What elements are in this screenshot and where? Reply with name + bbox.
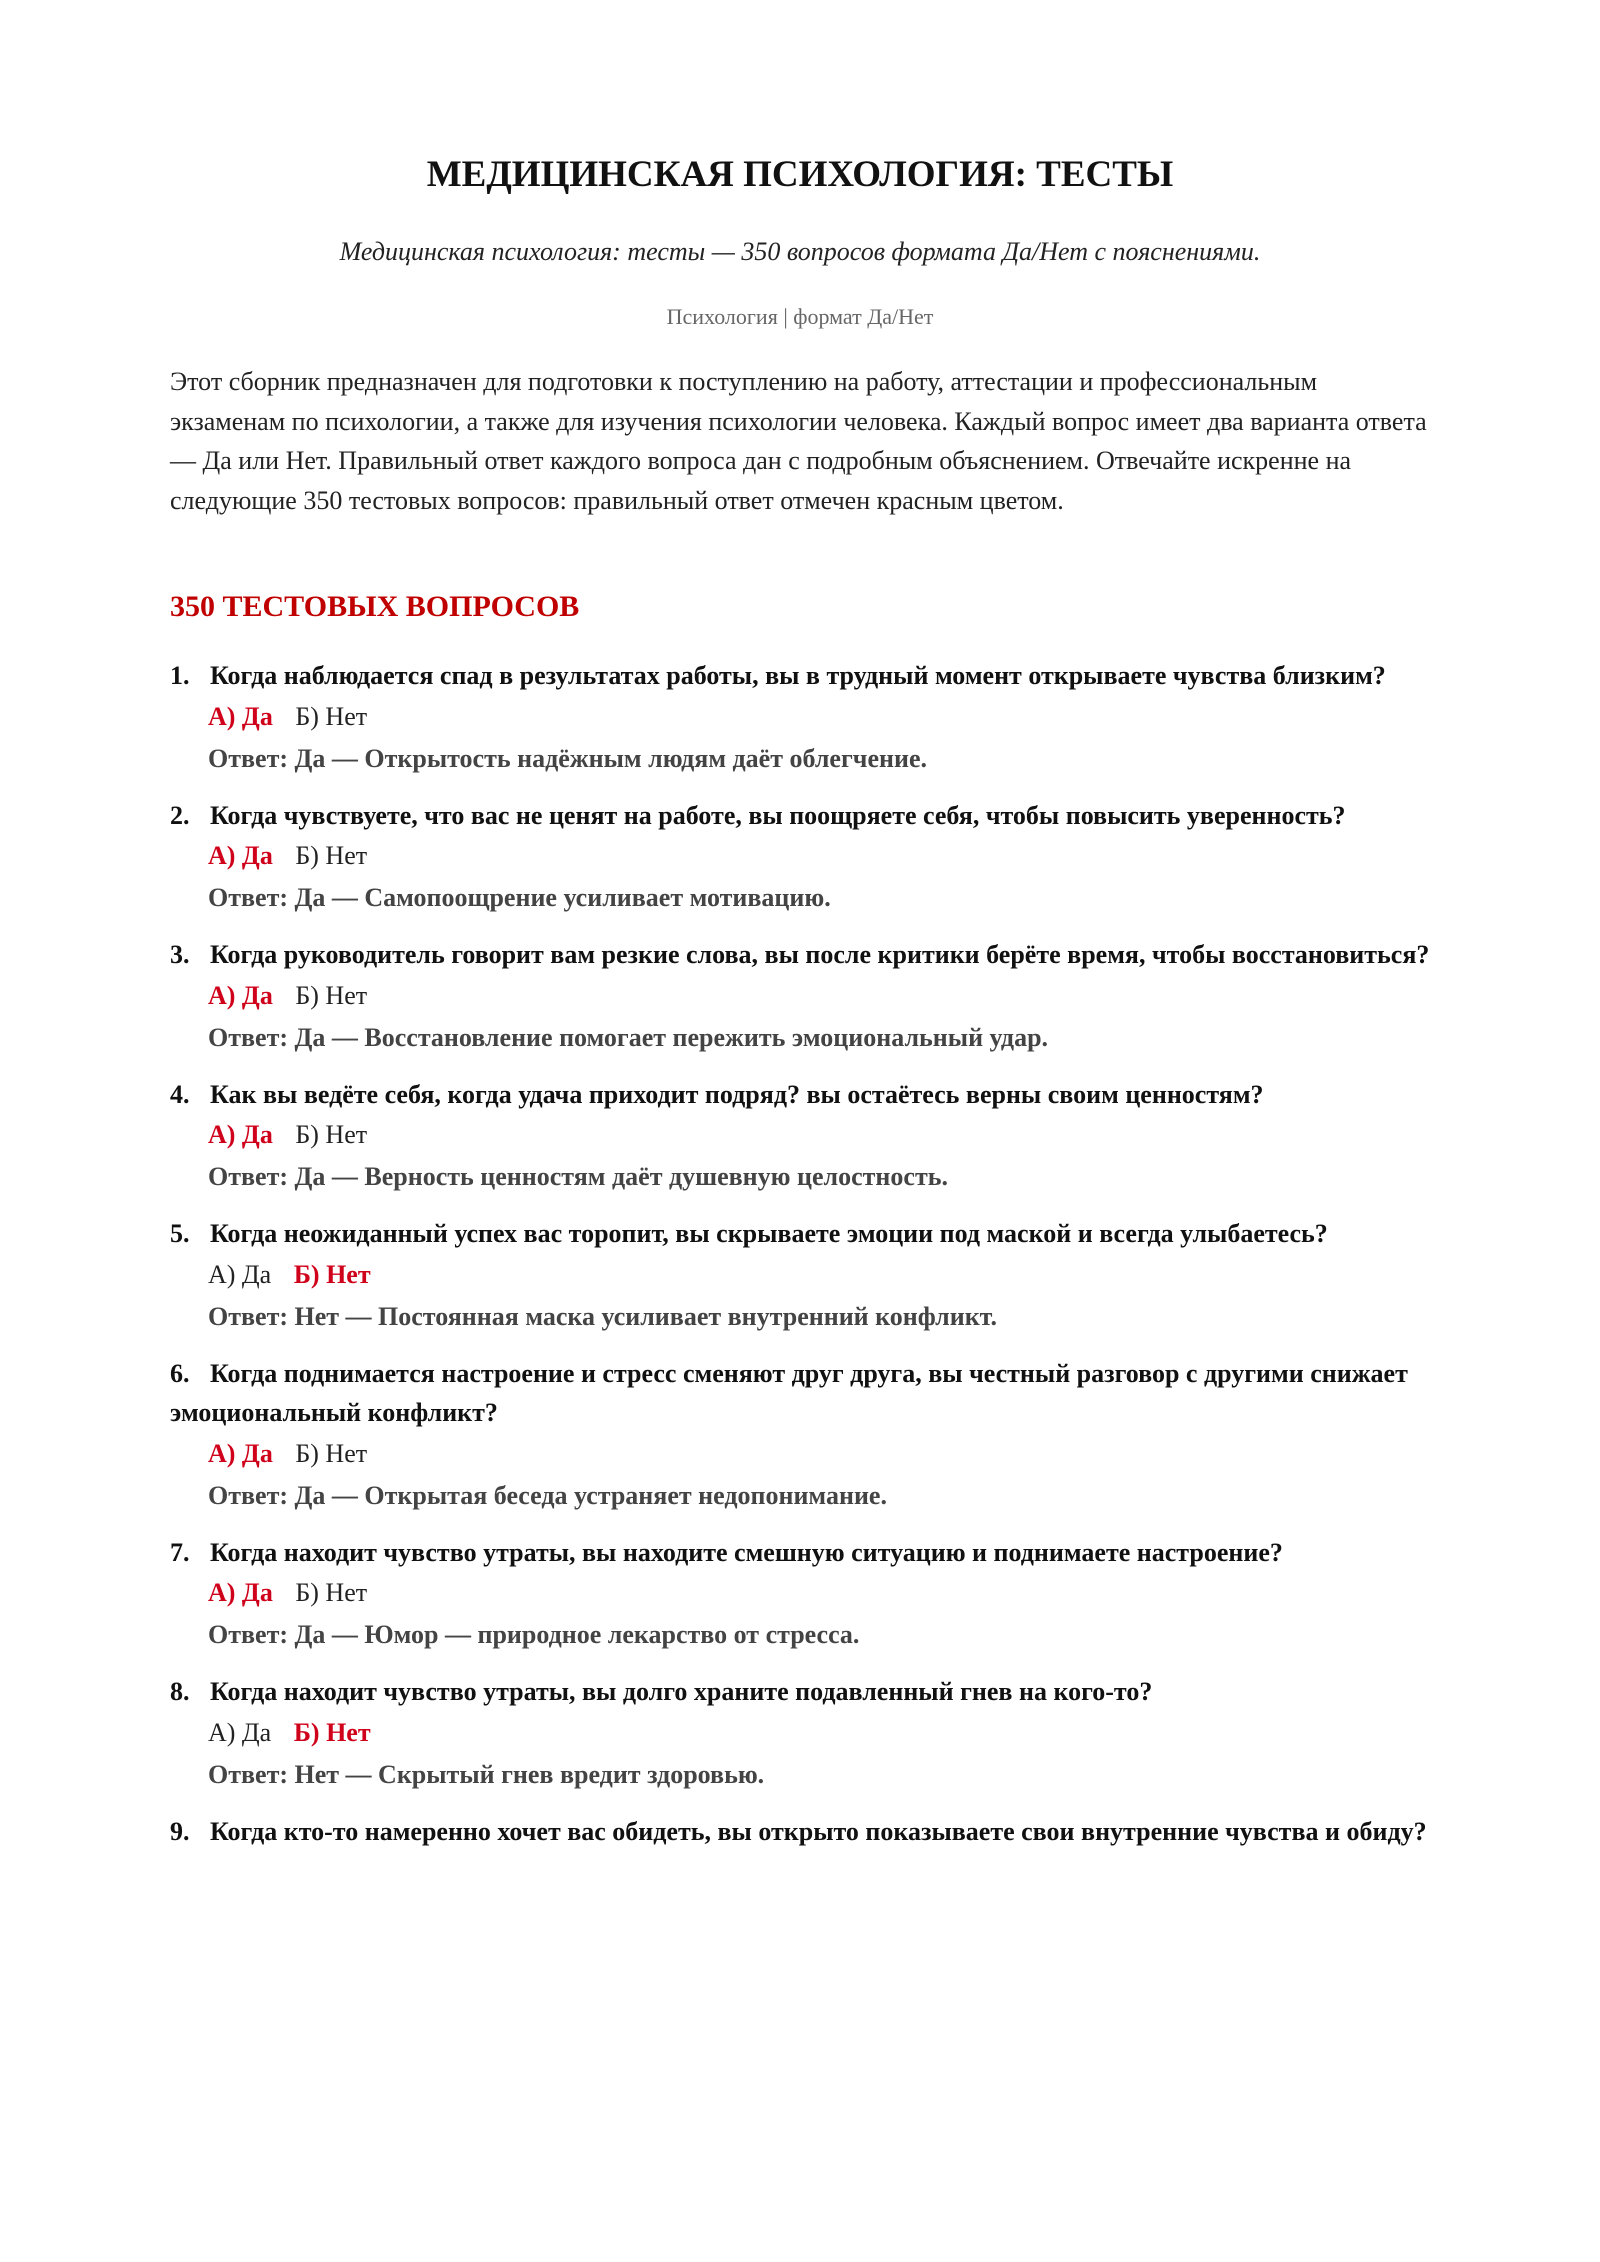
option-a[interactable]: А) Да [208,1259,272,1289]
answer-explanation: Ответ: Нет — Постоянная маска усиливает внутренний конфликт. [208,1301,997,1331]
option-a[interactable]: А) Да [208,841,273,870]
answer-explanation: Ответ: Да — Открытость надёжным людям даёт облегчение. [208,743,927,773]
document-meta: Психология | формат Да/Нет [666,304,934,329]
document-subtitle: Медицинская психология: тесты — 350 вопросов формата Да/Нет с пояснениями. [339,237,1261,266]
question-item [170,1075,1430,1199]
question-body: Когда находит чувство утраты, вы находите смешную ситуацию и поднимаете настроение? [210,1537,1283,1567]
question-item [170,1214,1430,1338]
question-body: Когда поднимается настроение и стресс сменяют друг друга, вы честный разговор с другими снижает эмоциональный конфликт? [170,1358,1408,1427]
question-body: Когда чувствуете, что вас не ценят на работе, вы поощряете себя, чтобы повысить уверенность? [210,800,1346,830]
question-text [170,796,1430,836]
question-item [170,1812,1430,1852]
question-text [170,1672,1430,1712]
question-text [170,1214,1430,1254]
answer-options [170,696,1430,738]
document-title: МЕДИЦИНСКАЯ ПСИХОЛОГИЯ: ТЕСТЫ [426,154,1174,195]
intro-paragraph: Этот сборник предназначен для подготовки к поступлению на работу, аттестации и профессиональным экзаменам по психологии, а также для изучения психологии человека. Каждый вопрос имеет два варианта ответа — Да или Нет. Правильный ответ каждого вопроса дан с подробным объяснением. Отвечайте искренне на следующие 350 тестовых вопросов: правильный ответ отмечен красным цветом. [170,367,1427,515]
question-text [170,1533,1430,1573]
option-a[interactable]: А) Да [208,1578,273,1607]
question-number: 2. [170,800,190,830]
question-number: 9. [170,1816,190,1846]
question-body: Когда неожиданный успех вас торопит, вы скрываете эмоции под маской и всегда улыбаетесь? [210,1219,1328,1248]
option-a[interactable]: А) Да [208,980,273,1010]
question-item [170,1354,1430,1517]
question-item [170,796,1430,920]
option-a[interactable]: А) Да [208,1438,273,1468]
answer-explanation: Ответ: Да — Юмор — природное лекарство от стресса. [208,1620,860,1649]
section-heading: 350 ТЕСТОВЫХ ВОПРОСОВ [170,590,580,623]
answer-options [170,1254,1430,1296]
question-item [170,935,1430,1059]
question-item [170,1533,1430,1657]
question-list [170,656,1430,1867]
question-number: 3. [170,940,190,969]
question-text [170,656,1430,696]
option-b[interactable]: Б) Нет [295,1578,368,1607]
question-body: Как вы ведёте себя, когда удача приходит подряд? вы остаётесь верны своим ценностям? [210,1079,1264,1109]
option-a[interactable]: А) Да [208,1717,272,1747]
question-body: Когда руководитель говорит вам резкие слова, вы после критики берёте время, чтобы восстановиться? [210,940,1430,969]
option-a[interactable]: А) Да [208,701,273,731]
answer-explanation: Ответ: Да — Верность ценностям даёт душевную целостность. [208,1162,948,1191]
option-b[interactable]: Б) Нет [295,701,368,731]
question-number: 7. [170,1537,190,1567]
question-text [170,1354,1430,1433]
question-number: 5. [170,1219,190,1248]
option-b[interactable]: Б) Нет [295,980,368,1010]
answer-options [170,975,1430,1017]
option-b[interactable]: Б) Нет [293,1717,371,1747]
question-text [170,935,1430,975]
question-number: 1. [170,661,190,690]
answer-explanation: Ответ: Да — Восстановление помогает пережить эмоциональный удар. [208,1022,1049,1052]
option-b[interactable]: Б) Нет [295,841,368,870]
question-number: 4. [170,1079,190,1109]
question-item [170,656,1430,780]
answer-options [170,1433,1430,1475]
question-body: Когда наблюдается спад в результатах работы, вы в трудный момент открываете чувства близким? [210,661,1386,690]
question-body: Когда находит чувство утраты, вы долго храните подавленный гнев на кого-то? [210,1677,1153,1706]
answer-explanation: Ответ: Да — Самопоощрение усиливает мотивацию. [208,883,831,912]
answer-explanation: Ответ: Да — Открытая беседа устраняет недопонимание. [208,1480,887,1510]
question-body: Когда кто-то намеренно хочет вас обидеть, вы открыто показываете свои внутренние чувства и обиду? [210,1816,1427,1846]
option-a[interactable]: А) Да [208,1120,273,1149]
question-item [170,1672,1430,1796]
answer-options [170,835,1430,877]
question-text [170,1075,1430,1115]
option-b[interactable]: Б) Нет [295,1438,368,1468]
option-b[interactable]: Б) Нет [295,1120,368,1149]
answer-explanation: Ответ: Нет — Скрытый гнев вредит здоровью. [208,1759,765,1789]
answer-options [170,1712,1430,1754]
answer-options [170,1114,1430,1156]
question-number: 6. [170,1358,190,1388]
question-number: 8. [170,1677,190,1706]
option-b[interactable]: Б) Нет [293,1259,371,1289]
answer-options [170,1572,1430,1614]
question-text [170,1812,1430,1852]
